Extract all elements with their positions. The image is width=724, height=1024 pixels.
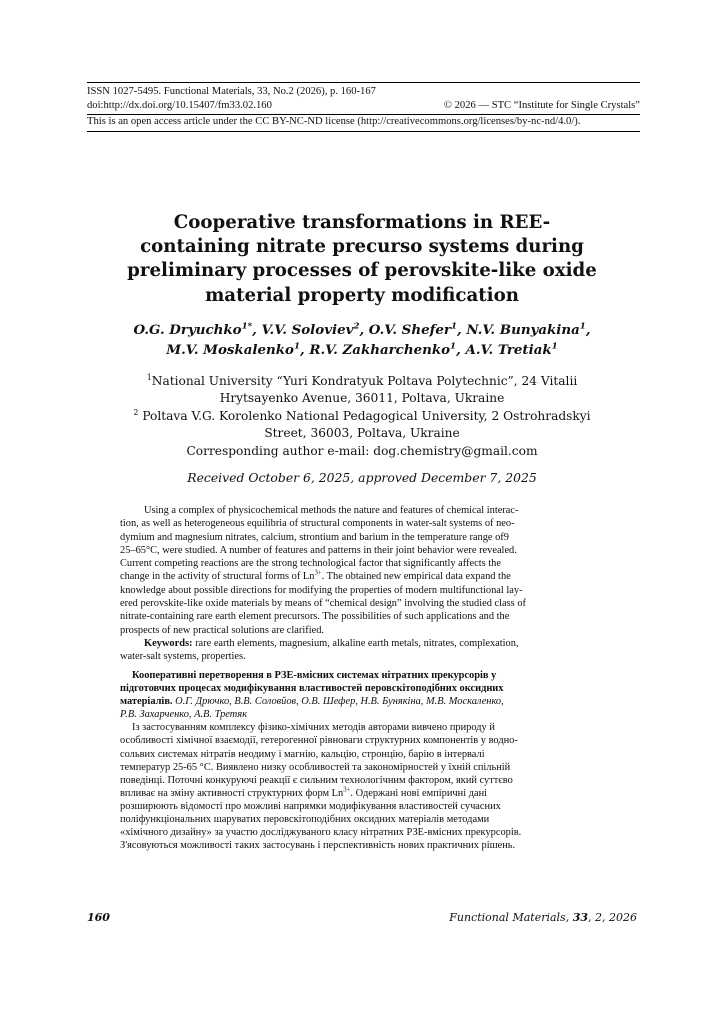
ua-title-line: Кооперативні перетворення в РЗЕ-вмісних системах нітратних прекурсорів у (132, 670, 497, 681)
ua-title-authors-line (120, 695, 607, 708)
license-line[interactable]: This is an open access article under the CC BY-NC-ND license (http://creativecommons.org/licenses/by-nc-nd/4.0/). (87, 116, 581, 127)
ua-authors: Р.В. Захарченко, А.В. Третяк (120, 709, 248, 721)
ua-abstract-line: «хімічного дизайну» за участю досліджуваного класу нітратних РЗЕ-вмісних прекурсорів. (120, 827, 522, 839)
affiliation-1-line-1 (112, 373, 612, 390)
keywords-text: rare earth elements, magnesium, alkaline earth metals, nitrates, complexation, (192, 637, 519, 649)
abstract-line: dymium and magnesium nitrates, calcium, strontium and barium in the temperature range of9 (120, 531, 509, 543)
ua-abstract-line: температур 25-65 °С. Виявлено низку особливостей та закономірностей у їхній спільній (120, 761, 511, 773)
abstract-line: Current competing reactions are the strong technological factor that significantly affects the (120, 558, 501, 570)
author-affil-sup: 2 (353, 321, 360, 332)
affiliation-2-line-1 (112, 408, 612, 425)
abstract-line-ln (120, 570, 607, 583)
author-line-1 (90, 320, 634, 340)
author-list (90, 320, 634, 360)
affiliations (112, 373, 612, 460)
author-line-2 (90, 340, 634, 360)
page-number: 160 (87, 911, 110, 924)
abstract-en (120, 504, 607, 664)
author-name: V.V. Soloviev (261, 322, 354, 338)
author-name: O.G. Dryuchko (133, 322, 242, 338)
keywords-line-2: water-salt systems, properties. (120, 651, 246, 663)
issn-line: ISSN 1027-5495. Functional Materials, 33, No.2 (2026), p. 160-167 (87, 86, 376, 97)
author-sep: , (457, 322, 467, 338)
abstract-line: ered perovskite-like oxide materials by means of “chemical design” involving the studied class of (120, 598, 526, 610)
ua-abstract-line-ln (120, 787, 607, 800)
author-sep: , (359, 322, 369, 338)
ua-authors: О.Г. Дрючко, В.В. Соловйов, О.В. Шефер, Н.В. Бунякіна, М.В. Москаленко, (172, 696, 504, 708)
doi-copyright-line (87, 99, 640, 113)
header-rule-top (87, 82, 640, 83)
doi-link[interactable]: doi:http://dx.doi.org/10.15407/fm33.02.160 (87, 99, 272, 111)
ua-abstract-text: впливає на зміну активності структурних форм Ln (120, 787, 344, 799)
ua-abstract-line: особливості хімічної взаємодії, гетерогенної рівноваги структурних компонентів у водно- (120, 735, 518, 747)
title-line: containing nitrate precurso systems during (140, 236, 584, 258)
author-affil-sup: 1 (551, 341, 558, 352)
footer-journal: Functional Materials, (449, 911, 573, 924)
affil-sup: 1 (146, 372, 152, 382)
ua-abstract-line: Із застосуванням комплексу фізико-хімічних методів авторами вивчено природу й (132, 722, 495, 734)
affil-text: National University “Yuri Kondratyuk Poltava Polytechnic”, 24 Vitalii (151, 374, 578, 388)
author-affil-sup: 1 (579, 321, 586, 332)
abstract-line: tion, as well as heterogeneous equilibria of structural components in water-salt systems of neo- (120, 518, 515, 530)
affiliation-2-line-2: Street, 36003, Poltava, Ukraine (264, 426, 460, 441)
author-name: A.V. Tretiak (465, 342, 552, 358)
author-affil-sup: 1 (450, 321, 458, 332)
affiliation-1-line-2: Hrytsayenko Avenue, 36011, Poltava, Ukraine (219, 391, 505, 406)
abstract-line: prospects of new practical solutions are clarified. (120, 624, 324, 636)
affil-text: Poltava V.G. Korolenko National Pedagogical University, 2 Ostrohradskyi (138, 408, 591, 423)
title-line: Cooperative transformations in REE- (173, 212, 551, 233)
author-name: M.V. Moskalenko (166, 342, 294, 358)
author-affil-sup: 1* (241, 321, 253, 332)
title-line: preliminary processes of perovskite-like oxide (127, 260, 597, 282)
footer-issue-year: , 2, 2026 (588, 911, 637, 924)
journal-header (87, 82, 640, 132)
footer-volume: 33 (572, 911, 589, 924)
abstract-line: nitrate-containing rare earth element precursors. The possibilities of such applications and the (120, 611, 510, 623)
keywords-line-1 (120, 637, 607, 650)
abstract-text: . The obtained new empirical data expand the (321, 571, 511, 583)
abstract-ua (120, 669, 607, 852)
author-sep: , (300, 342, 310, 358)
received-dates: Received October 6, 2025, approved December 7, 2025 (187, 470, 537, 485)
journal-footer (449, 911, 637, 924)
ua-abstract-line: З'ясовуються можливості таких застосувань і перспективність нових практичних рішень. (120, 840, 516, 852)
abstract-line: 25–65°C, were studied. A number of features and patterns in their joint behavior were revealed. (120, 544, 517, 556)
ua-abstract-line: поведінці. Поточні конкуруючі реакції є сильним технологічним фактором, який суттєво (120, 774, 513, 786)
paper-title (90, 211, 634, 308)
ua-abstract-line: поліфункціональних шаруватих перовскітоподібних оксидних матеріалів методами (120, 814, 490, 826)
author-sep: , (252, 322, 262, 338)
ua-abstract-line: розширюють відомості про можливі напрямки модифікування властивостей сучасних (120, 800, 501, 812)
title-line: material property modification (205, 284, 519, 306)
header-rule-bottom (87, 131, 640, 132)
ln-charge-sup: 3+ (343, 786, 351, 794)
abstract-line: Using a complex of physicochemical methods the nature and features of chemical interac- (144, 505, 519, 516)
keywords-label: Keywords: (144, 637, 193, 649)
author-affil-sup: 1 (450, 341, 457, 352)
ua-abstract-line: сольвих системах нітратів неодиму і магнію, кальцію, стронцію, барію в інтервалі (120, 748, 485, 760)
abstract-line: knowledge about possible directions for modifying the properties of modern multifunctional lay- (120, 584, 523, 596)
ua-title-line: матеріалів. (120, 696, 173, 708)
ln-charge-sup: 3+ (314, 570, 322, 578)
author-name: N.V. Bunyakina (466, 322, 580, 338)
copyright-text: © 2026 — STC “Institute for Single Crystals” (443, 99, 640, 111)
corresponding-email[interactable]: Corresponding author e-mail: dog.chemistry@gmail.com (186, 443, 538, 458)
affil-sup: 2 (133, 407, 139, 417)
author-sep: , (456, 342, 466, 358)
author-name: R.V. Zakharchenko (309, 342, 451, 358)
ua-abstract-text: . Одержані нові емпіричні дані (350, 787, 488, 799)
author-affil-sup: 1 (293, 341, 300, 352)
abstract-text: change in the activity of structural forms of Ln (120, 571, 315, 583)
ua-title-line: підготовчих процесах модифікування властивостей перовскітоподібних оксидних (120, 683, 504, 695)
author-sep: , (585, 322, 591, 338)
author-name: O.V. Shefer (368, 322, 451, 338)
